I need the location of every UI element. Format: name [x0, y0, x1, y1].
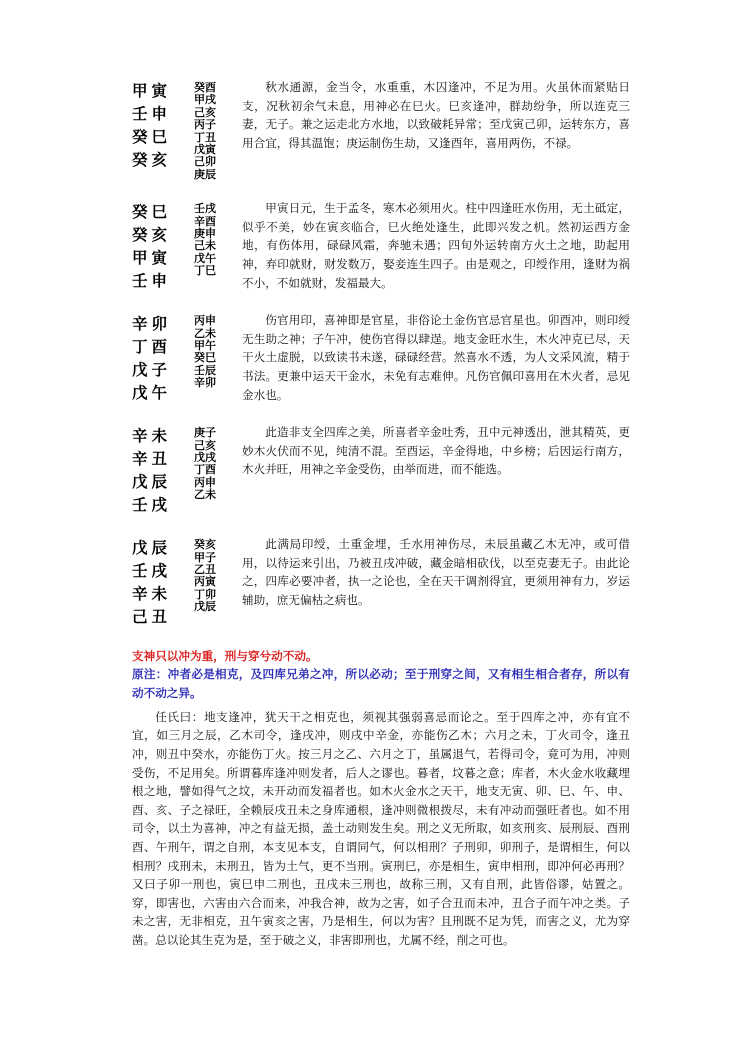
luck-stem: 甲 — [194, 339, 205, 353]
case-commentary: 此造非支全四库之美，所喜者辛金吐秀，丑中元神透出，泄其精英，更妙木火伏而不见，纯清不混。至酉运，辛金得地，中乡榜；后因运行南方，木火并旺，用神之辛金受伤，由举而进，而不能选。 — [242, 425, 630, 477]
luck-stem: 辛 — [194, 376, 205, 390]
luck-stem: 壬 — [194, 202, 205, 216]
luck-stem: 己 — [194, 438, 205, 452]
luck-branch: 寅 — [205, 575, 216, 589]
pillar-month: 壬申 — [132, 105, 172, 123]
luck-branch: 子 — [205, 550, 216, 564]
luck-col-branches — [205, 315, 216, 389]
luck-stem: 己 — [194, 155, 205, 169]
luck-col-stems — [194, 203, 205, 277]
pillar-month: 壬戌 — [132, 562, 172, 581]
ren-shi-commentary: 任氏曰：地支逢冲，犹天干之相克也，须视其强弱喜忌而论之。至于四库之冲，亦有宜不宜，如三月之辰，乙木司令，逢戌冲，则戌中辛金，亦能伤乙木；六月之未，丁火司令，逢丑冲，则丑中癸水，亦能伤丁火。按三月之乙、六月之丁，虽属退气，若得司令，竟可为用，冲则受伤，不足用矣。所谓暮库逢冲则发者，后人之谬也。暮者，坟暮之意；库者，木火金水收藏埋根之地，譬如得气之坟，未开动而发福者也。如木火金水之天干，地支无寅、卯、巳、午、申、酉、亥、子之禄旺，全赖辰戌丑未之身库通根，逢冲则微根拨尽，未有冲动而强旺者也。如不用司令，以土为喜神，冲之有益无损，盖土动则发生矣。刑之义无所取，如亥刑亥、辰刑辰、酉刑酉、午刑午，谓之自刑，本支见本支，自谓同气，何以相刑？子刑卯，卯刑子，是谓相生，何以相刑？戌刑未，未刑丑，皆为土气，更不当刑。寅刑巳，亦是相生，寅申相刑，即冲何必再刑？又曰子卯一刑也，寅巳申二刑也，丑戌未三刑也，故称三刑，又有自刑，此皆俗谬，姑置之。穿，即害也，六害由六合而来，冲我合神，故为之害，如子合丑而未冲，丑合子而午冲之类。子未之害，无非相克，丑午寅亥之害，乃是相生，何以为害？且刑既不足为凭，而害之义，尤为穿凿。总以论其生克为是，至于破之义，非害即刑也，尤属不经，削之可也。 — [132, 709, 630, 947]
pillar-year: 癸巳 — [132, 203, 172, 222]
verse-red: 支神只以冲为重，刑与穿兮动不动。 — [132, 649, 318, 664]
luck-branch: 辰 — [205, 363, 216, 377]
pillar-year: 辛未 — [132, 427, 172, 446]
luck-stem: 丁 — [194, 130, 205, 144]
case-commentary: 此满局印绶，土重金埋，壬水用神伤尽，未辰虽藏乙木无冲，或可借用，以待运来引出，乃被丑戌冲破，藏金暗相砍伐，以至克妻无子。由此论之，四库必要冲者，执一之论也，全在天干调剂得宜，更须用神有力，岁运辅助，庶无偏枯之病也。 — [242, 537, 630, 608]
luck-stem: 戊 — [194, 251, 205, 265]
luck-stem: 癸 — [194, 81, 205, 94]
luck-stem: 丙 — [194, 575, 205, 589]
luck-stem: 辛 — [194, 214, 205, 228]
luck-stem: 丙 — [194, 118, 205, 132]
luck-stem: 己 — [194, 239, 205, 253]
luck-stem: 丁 — [194, 264, 205, 278]
luck-stem: 甲 — [194, 550, 205, 564]
luck-col-stems — [194, 539, 205, 613]
luck-branch: 亥 — [205, 438, 216, 452]
luck-cycles-4 — [194, 423, 242, 501]
four-pillars-5 — [132, 535, 194, 629]
pillar-day: 辛未 — [132, 585, 172, 604]
luck-col-stems — [194, 315, 205, 389]
original-note-blue: 原注：冲者必是相克，及四库兄弟之冲，所以必动；至于刑穿之间，又有相生相合者存，所以有动不动之异。 — [132, 667, 630, 700]
luck-branch: 戌 — [205, 202, 216, 216]
luck-branch: 午 — [205, 339, 216, 353]
luck-branch: 酉 — [205, 463, 216, 477]
luck-branch: 辰 — [205, 600, 216, 614]
luck-stem: 丙 — [194, 314, 205, 328]
pillar-day: 戊子 — [132, 361, 172, 380]
case-block-3 — [132, 311, 630, 405]
case-commentary: 伤官用印，喜神即是官星，非俗论土金伤官忌官星也。卯酉冲，则印绶无生助之神；子午冲，使伤官得以肆逞。地支金旺水生，木火冲克已尽，天干火土虚脱，以致读书未遂，碌碌经营。然喜水不透，为人文采风流，精于书法。更兼中运天干金水，未免有志难伸。凡伤官佩印喜用在木火者，忌见金水也。 — [242, 313, 630, 402]
luck-col-branches — [205, 82, 216, 181]
luck-branch: 巳 — [205, 351, 216, 365]
luck-cycles-5 — [194, 535, 242, 613]
luck-cycles-2 — [194, 199, 242, 277]
luck-stem: 甲 — [194, 93, 205, 107]
case-block-2 — [132, 199, 630, 293]
luck-branch: 丑 — [205, 130, 216, 144]
luck-branch: 未 — [205, 488, 216, 502]
case-block-5 — [132, 535, 630, 629]
pillar-month: 癸亥 — [132, 226, 172, 245]
luck-stem: 丁 — [194, 463, 205, 477]
pillar-day: 戊辰 — [132, 473, 172, 492]
four-pillars-4 — [132, 423, 194, 517]
pillar-year: 戊辰 — [132, 539, 172, 558]
case-commentary: 秋水通源，金当令，水重重，木囚逢冲，不足为用。火虽休而紧贴日支，况秋初余气未息，用神必在巳火。巳亥逢冲，群劫纷争，所以连克三妻，无子。兼之运走北方水地，以致破耗异常；至戊寅己卯，运转东方，喜用合宜，得其温饱；庚运制伤生劫，又逢酉年，喜用两伤，不禄。 — [242, 80, 630, 150]
luck-branch: 卯 — [205, 155, 216, 169]
luck-branch: 亥 — [205, 538, 216, 552]
luck-stem: 丁 — [194, 587, 205, 601]
case-block-4 — [132, 423, 630, 517]
luck-col-stems — [194, 82, 205, 181]
pillar-hour: 癸亥 — [132, 151, 172, 169]
four-pillars-2 — [132, 199, 194, 293]
pillar-year: 甲寅 — [132, 82, 172, 100]
pillar-day: 甲寅 — [132, 249, 172, 268]
luck-branch: 巳 — [205, 264, 216, 278]
luck-branch: 未 — [205, 239, 216, 253]
luck-stem: 戊 — [194, 143, 205, 157]
luck-cycles-1 — [194, 78, 242, 181]
luck-branch: 子 — [205, 426, 216, 440]
luck-stem: 癸 — [194, 351, 205, 365]
pillar-year: 辛卯 — [132, 315, 172, 334]
luck-stem: 庚 — [194, 426, 205, 440]
luck-col-branches — [205, 203, 216, 277]
pillar-month: 辛丑 — [132, 450, 172, 469]
luck-branch: 申 — [205, 227, 216, 241]
luck-stem: 己 — [194, 105, 205, 119]
four-pillars-3 — [132, 311, 194, 405]
luck-branch: 子 — [205, 118, 216, 132]
luck-branch: 戌 — [205, 451, 216, 465]
luck-stem: 壬 — [194, 363, 205, 377]
pillar-hour: 壬戌 — [132, 496, 172, 515]
four-pillars-1 — [132, 78, 194, 172]
luck-stem: 乙 — [194, 326, 205, 340]
luck-stem: 庚 — [194, 227, 205, 241]
luck-branch: 酉 — [205, 81, 216, 94]
luck-stem: 乙 — [194, 488, 205, 502]
luck-branch: 卯 — [205, 376, 216, 390]
pillar-hour: 己丑 — [132, 608, 172, 627]
luck-branch: 丑 — [205, 563, 216, 577]
case-commentary: 甲寅日元，生于孟冬，寒木必须用火。柱中四逢旺水伤用，无土砥定，似乎不美，妙在寅亥临合，巳火绝处逢生，此即兴发之机。然初运西方金地，有伤体用，碌碌风霜，奔驰未遇；四旬外运转南方火土之地，助起用神，弃印就财，财发数万，娶妾连生四子。由是观之，印绶作用，逢财为祸不小，不如就财，发福最大。 — [242, 201, 630, 290]
pillar-month: 丁酉 — [132, 338, 172, 357]
luck-branch: 酉 — [205, 214, 216, 228]
luck-branch: 戌 — [205, 93, 216, 107]
luck-stem: 戊 — [194, 600, 205, 614]
luck-branch: 亥 — [205, 105, 216, 119]
luck-branch: 午 — [205, 251, 216, 265]
luck-stem: 癸 — [194, 538, 205, 552]
pillar-hour: 戊午 — [132, 384, 172, 403]
luck-cycles-3 — [194, 311, 242, 389]
luck-col-branches — [205, 539, 216, 613]
pillar-day: 癸巳 — [132, 128, 172, 146]
luck-stem: 乙 — [194, 563, 205, 577]
luck-stem: 丙 — [194, 475, 205, 489]
luck-branch: 申 — [205, 475, 216, 489]
luck-stem: 庚 — [194, 167, 205, 181]
luck-branch: 未 — [205, 326, 216, 340]
luck-branch: 寅 — [205, 143, 216, 157]
luck-branch: 辰 — [205, 167, 216, 181]
case-block-1 — [132, 78, 630, 181]
luck-branch: 卯 — [205, 587, 216, 601]
luck-stem: 戊 — [194, 451, 205, 465]
luck-col-branches — [205, 427, 216, 501]
luck-col-stems — [194, 427, 205, 501]
pillar-hour: 壬申 — [132, 272, 172, 291]
luck-branch: 申 — [205, 314, 216, 328]
